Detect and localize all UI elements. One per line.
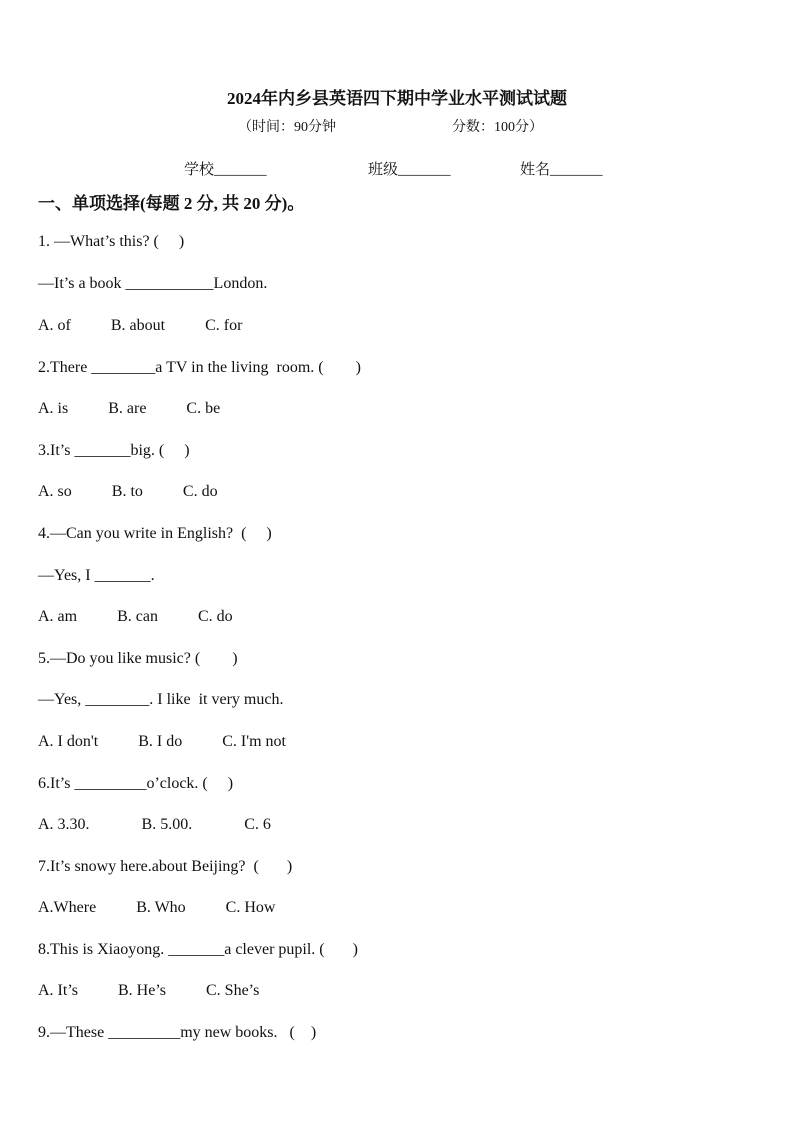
question-line: —Yes, I _______. [38,567,155,584]
question-line: 9.—These _________my new books. ( ) [38,1024,317,1041]
question-line: —It’s a book ___________London. [38,275,268,292]
answer-options: A. am B. can C. do [38,608,233,625]
answer-options: A. of B. about C. for [38,317,243,334]
answer-options: A. so B. to C. do [38,483,218,500]
answer-options: A. It’s B. He’s C. She’s [38,982,260,999]
question-line: 6.It’s _________o’clock. ( ) [38,775,234,792]
question-line: 7.It’s snowy here.about Beijing? ( ) [38,858,293,875]
exam-title: 2024年内乡县英语四下期中学业水平测试试题 [227,89,567,108]
question-line: 5.—Do you like music? ( ) [38,650,238,667]
answer-options: A. I don't B. I do C. I'm not [38,733,286,750]
question-line: 1. —What’s this? ( ) [38,233,185,250]
name-field: 姓名_______ [520,162,603,178]
question-line: 3.It’s _______big. ( ) [38,442,190,459]
section-heading: 一、单项选择(每题 2 分, 共 20 分)。 [38,194,305,213]
score-label: 分数：100分） [452,120,543,135]
school-field: 学校_______ [184,162,267,178]
question-line: 8.This is Xiaoyong. _______a clever pupil. ( ) [38,941,358,958]
question-line: 4.—Can you write in English? ( ) [38,525,272,542]
answer-options: A. 3.30. B. 5.00. C. 6 [38,816,271,833]
class-field: 班级_______ [368,162,451,178]
time-label: （时间：90分钟 [238,120,336,135]
question-line: —Yes, ________. I like it very much. [38,691,284,708]
answer-options: A.Where B. Who C. How [38,899,276,916]
answer-options: A. is B. are C. be [38,400,221,417]
question-line: 2.There ________a TV in the living room. ( ) [38,359,361,376]
